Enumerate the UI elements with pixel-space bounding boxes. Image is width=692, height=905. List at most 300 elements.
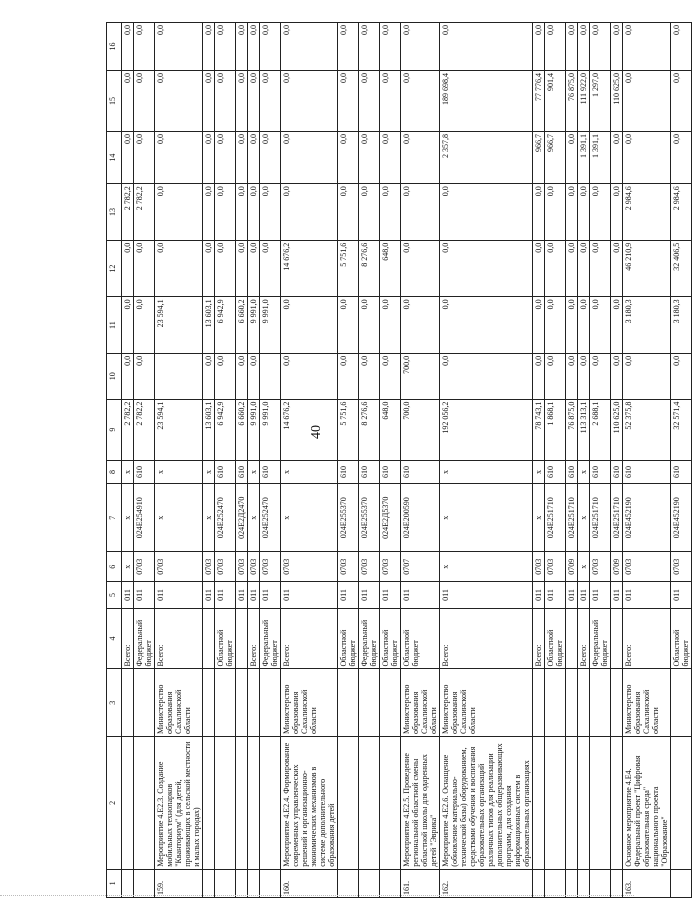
responsible-executor-cell <box>566 669 578 736</box>
measure-name-cell <box>533 736 545 869</box>
funding-source-cell: Всего: <box>623 608 671 669</box>
column-header: 6 <box>107 551 122 581</box>
year-value-cell: 0,0 <box>260 240 281 297</box>
year-value-cell: 0,0 <box>545 240 566 297</box>
row-number-cell: 161. <box>401 869 440 897</box>
section-code-cell: x <box>122 551 134 581</box>
year-value-cell: 46 210,9 <box>623 240 671 297</box>
table-row <box>545 23 566 898</box>
total-amount-cell: 6 942,9 <box>215 399 236 460</box>
column-header: 14 <box>107 131 122 183</box>
responsible-executor-cell: Министерство образования Сахалинской области <box>401 669 440 736</box>
total-amount-cell: 110 625,0 <box>611 399 623 460</box>
total-amount-cell: 6 660,2 <box>236 399 248 460</box>
measure-name-cell <box>671 736 692 869</box>
year-value-cell: 1 391,1 <box>578 131 590 183</box>
measure-name-cell: Мероприятие 4.Е2.4. Формирование современных управленческих решений и организационно-экономических механизмов в системе дополнительного образования детей <box>281 736 338 869</box>
expense-type-cell: 610 <box>590 460 611 484</box>
year-value-cell: 0,0 <box>671 23 692 71</box>
ministry-code-cell: 011 <box>590 582 611 608</box>
ministry-code-cell: 011 <box>578 582 590 608</box>
target-article-cell: 024E452190 <box>671 484 692 551</box>
year-value-cell: 0,0 <box>236 71 248 132</box>
year-value-cell: 0,0 <box>236 23 248 71</box>
table-row <box>566 23 578 898</box>
responsible-executor-cell <box>122 669 134 736</box>
year-value-cell: 3 180,3 <box>623 297 671 354</box>
year-value-cell: 0,0 <box>401 240 440 297</box>
expense-type-cell: 610 <box>359 460 380 484</box>
measure-name-cell <box>359 736 380 869</box>
section-code-cell: 0703 <box>260 551 281 581</box>
target-article-cell: 024E251710 <box>566 484 578 551</box>
year-value-cell: 0,0 <box>281 184 338 241</box>
year-value-cell: 0,0 <box>359 353 380 399</box>
column-header: 13 <box>107 184 122 241</box>
target-article-cell: 024E251710 <box>611 484 623 551</box>
target-article-cell: x <box>122 484 134 551</box>
ministry-code-cell: 011 <box>533 582 545 608</box>
year-value-cell: 6 942,9 <box>215 297 236 354</box>
year-value-cell: 0,0 <box>566 131 578 183</box>
year-value-cell: 0,0 <box>155 131 203 183</box>
measure-name-cell <box>260 736 281 869</box>
year-value-cell: 0,0 <box>380 184 401 241</box>
target-article-cell: 024E255370 <box>338 484 359 551</box>
year-value-cell: 0,0 <box>338 23 359 71</box>
year-value-cell: 0,0 <box>611 23 623 71</box>
year-value-cell: 0,0 <box>401 71 440 132</box>
responsible-executor-cell: Министерство образования Сахалинской области <box>623 669 671 736</box>
year-value-cell: 966,7 <box>545 131 566 183</box>
section-code-cell: 0703 <box>533 551 545 581</box>
year-value-cell: 5 751,6 <box>338 240 359 297</box>
funding-source-cell: Областной бюджет <box>401 608 440 669</box>
target-article-cell: x <box>155 484 203 551</box>
table-row <box>578 23 590 898</box>
year-value-cell: 0,0 <box>671 353 692 399</box>
table-row <box>401 23 440 898</box>
ministry-code-cell: 011 <box>338 582 359 608</box>
year-value-cell: 77 776,4 <box>533 71 545 132</box>
year-value-cell: 0,0 <box>236 353 248 399</box>
year-value-cell: 0,0 <box>134 240 155 297</box>
column-header: 7 <box>107 484 122 551</box>
expense-type-cell: x <box>122 460 134 484</box>
year-value-cell: 1 391,1 <box>590 131 611 183</box>
measure-name-cell <box>134 736 155 869</box>
target-article-cell: 024E2Д5370 <box>380 484 401 551</box>
funding-source-cell: Областной бюджет <box>545 608 566 669</box>
year-value-cell: 0,0 <box>440 240 533 297</box>
table-row <box>155 23 203 898</box>
row-number-cell <box>359 869 380 897</box>
funding-source-cell <box>566 608 578 669</box>
ministry-code-cell: 011 <box>623 582 671 608</box>
year-value-cell: 0,0 <box>338 297 359 354</box>
total-amount-cell: 700,0 <box>401 399 440 460</box>
funding-source-cell: Областной бюджет <box>671 608 692 669</box>
year-value-cell: 0,0 <box>155 23 203 71</box>
funding-source-cell: Федеральный бюджет <box>359 608 380 669</box>
year-value-cell: 0,0 <box>248 184 260 241</box>
year-value-cell: 0,0 <box>203 23 215 71</box>
responsible-executor-cell <box>671 669 692 736</box>
year-value-cell: 648,0 <box>380 240 401 297</box>
funding-source-cell: Федеральный бюджет <box>260 608 281 669</box>
year-value-cell: 0,0 <box>122 71 134 132</box>
row-number-cell <box>545 869 566 897</box>
funding-source-cell <box>236 608 248 669</box>
total-amount-cell: 648,0 <box>380 399 401 460</box>
year-value-cell: 0,0 <box>611 240 623 297</box>
year-value-cell: 0,0 <box>401 184 440 241</box>
year-value-cell: 0,0 <box>338 353 359 399</box>
table-row <box>248 23 260 898</box>
total-amount-cell: 32 571,4 <box>671 399 692 460</box>
year-value-cell: 76 875,0 <box>566 71 578 132</box>
funding-source-cell <box>203 608 215 669</box>
year-value-cell: 0,0 <box>533 297 545 354</box>
target-article-cell: 024E452190 <box>623 484 671 551</box>
year-value-cell: 0,0 <box>359 184 380 241</box>
year-value-cell: 0,0 <box>248 71 260 132</box>
funding-source-cell: Всего: <box>578 608 590 669</box>
year-value-cell: 0,0 <box>611 353 623 399</box>
expense-type-cell: 610 <box>401 460 440 484</box>
row-number-cell: 163. <box>623 869 671 897</box>
section-code-cell: 0703 <box>155 551 203 581</box>
expense-type-cell: x <box>203 460 215 484</box>
year-value-cell: 0,0 <box>134 23 155 71</box>
year-value-cell: 0,0 <box>248 131 260 183</box>
expense-type-cell: 610 <box>380 460 401 484</box>
year-value-cell: 0,0 <box>260 131 281 183</box>
measure-name-cell <box>236 736 248 869</box>
year-value-cell: 0,0 <box>215 71 236 132</box>
expense-type-cell: 610 <box>623 460 671 484</box>
year-value-cell: 0,0 <box>260 71 281 132</box>
row-number-cell <box>338 869 359 897</box>
expense-type-cell: x <box>440 460 533 484</box>
total-amount-cell: 2 782,2 <box>134 399 155 460</box>
year-value-cell: 0,0 <box>401 297 440 354</box>
ministry-code-cell: 011 <box>401 582 440 608</box>
table-row <box>590 23 611 898</box>
column-header: 10 <box>107 353 122 399</box>
ministry-code-cell: 011 <box>155 582 203 608</box>
ministry-code-cell: 011 <box>671 582 692 608</box>
year-value-cell: 111 922,0 <box>578 71 590 132</box>
row-number-cell <box>533 869 545 897</box>
year-value-cell: 0,0 <box>578 240 590 297</box>
total-amount-cell: 9 991,0 <box>260 399 281 460</box>
responsible-executor-cell <box>545 669 566 736</box>
year-value-cell: 0,0 <box>545 184 566 241</box>
year-value-cell: 0,0 <box>155 184 203 241</box>
scan-edge-line <box>0 895 634 896</box>
section-code-cell: 0709 <box>566 551 578 581</box>
measure-name-cell <box>590 736 611 869</box>
target-article-cell: x <box>248 484 260 551</box>
year-value-cell: 0,0 <box>338 184 359 241</box>
year-value-cell: 0,0 <box>545 297 566 354</box>
year-value-cell: 0,0 <box>281 131 338 183</box>
responsible-executor-cell <box>578 669 590 736</box>
target-article-cell: 024E252470 <box>260 484 281 551</box>
ministry-code-cell: 011 <box>545 582 566 608</box>
target-article-cell: x <box>533 484 545 551</box>
table-row <box>440 23 533 898</box>
column-header: 12 <box>107 240 122 297</box>
section-code-cell: x <box>578 551 590 581</box>
row-number-cell <box>611 869 623 897</box>
table-row <box>215 23 236 898</box>
page-number: 40 <box>309 425 324 439</box>
year-value-cell: 0,0 <box>248 23 260 71</box>
funding-source-cell: Федеральный бюджет <box>134 608 155 669</box>
year-value-cell: 0,0 <box>440 353 533 399</box>
year-value-cell: 0,0 <box>545 23 566 71</box>
section-code-cell: 0703 <box>671 551 692 581</box>
measure-name-cell <box>203 736 215 869</box>
target-article-cell: x <box>440 484 533 551</box>
expense-type-cell: 610 <box>215 460 236 484</box>
row-number-cell <box>215 869 236 897</box>
year-value-cell: 0,0 <box>623 23 671 71</box>
year-value-cell: 0,0 <box>248 240 260 297</box>
ministry-code-cell: 011 <box>260 582 281 608</box>
year-value-cell: 0,0 <box>215 240 236 297</box>
table-row <box>236 23 248 898</box>
ministry-code-cell: 011 <box>122 582 134 608</box>
section-code-cell: 0703 <box>623 551 671 581</box>
section-code-cell: 0703 <box>338 551 359 581</box>
expense-type-cell: 610 <box>566 460 578 484</box>
ministry-code-cell: 011 <box>611 582 623 608</box>
year-value-cell: 0,0 <box>203 71 215 132</box>
budget-table-container <box>106 22 690 898</box>
table-body <box>122 23 692 898</box>
target-article-cell: x <box>281 484 338 551</box>
total-amount-cell: 2 688,1 <box>590 399 611 460</box>
total-amount-cell: 5 751,6 <box>338 399 359 460</box>
responsible-executor-cell <box>590 669 611 736</box>
column-header: 3 <box>107 669 122 736</box>
year-value-cell: 0,0 <box>401 23 440 71</box>
year-value-cell: 700,0 <box>401 353 440 399</box>
target-article-cell: x <box>203 484 215 551</box>
table-row <box>122 23 134 898</box>
measure-name-cell <box>566 736 578 869</box>
year-value-cell: 0,0 <box>611 131 623 183</box>
year-value-cell: 2 357,8 <box>440 131 533 183</box>
year-value-cell: 0,0 <box>590 184 611 241</box>
expense-type-cell: x <box>578 460 590 484</box>
table-row <box>623 23 671 898</box>
year-value-cell: 0,0 <box>566 297 578 354</box>
table-row <box>134 23 155 898</box>
total-amount-cell: 78 743,1 <box>533 399 545 460</box>
measure-name-cell <box>338 736 359 869</box>
table-row <box>533 23 545 898</box>
year-value-cell: 23 594,1 <box>155 297 203 354</box>
measure-name-cell <box>545 736 566 869</box>
target-article-cell: x <box>578 484 590 551</box>
measure-name-cell: Мероприятие 4.Е2.3. Создание мобильных технопарков "Кванториум" (для детей, проживающих в сельской местности и малых городах) <box>155 736 203 869</box>
year-value-cell: 0,0 <box>440 23 533 71</box>
ministry-code-cell: 011 <box>134 582 155 608</box>
responsible-executor-cell: Министерство образования Сахалинской области <box>281 669 338 736</box>
total-amount-cell: 76 875,0 <box>566 399 578 460</box>
year-value-cell: 0,0 <box>566 353 578 399</box>
year-value-cell: 0,0 <box>122 131 134 183</box>
measure-name-cell <box>215 736 236 869</box>
table-row <box>203 23 215 898</box>
expense-type-cell: x <box>155 460 203 484</box>
responsible-executor-cell <box>533 669 545 736</box>
year-value-cell: 0,0 <box>611 184 623 241</box>
funding-source-cell: Областной бюджет <box>215 608 236 669</box>
row-number-cell <box>578 869 590 897</box>
section-code-cell: 0703 <box>281 551 338 581</box>
table-row <box>260 23 281 898</box>
year-value-cell: 2 782,2 <box>134 184 155 241</box>
row-number-cell: 162. <box>440 869 533 897</box>
ministry-code-cell: 011 <box>236 582 248 608</box>
year-value-cell: 0,0 <box>338 71 359 132</box>
row-number-cell <box>122 869 134 897</box>
measure-name-cell <box>248 736 260 869</box>
year-value-cell: 0,0 <box>260 184 281 241</box>
target-article-cell: 024E251710 <box>590 484 611 551</box>
year-value-cell: 0,0 <box>134 353 155 399</box>
row-number-cell <box>203 869 215 897</box>
year-value-cell: 2 984,6 <box>623 184 671 241</box>
year-value-cell: 0,0 <box>533 23 545 71</box>
year-value-cell: 0,0 <box>590 240 611 297</box>
row-number-cell: 160. <box>281 869 338 897</box>
year-value-cell: 0,0 <box>215 353 236 399</box>
funding-source-cell: Всего: <box>122 608 134 669</box>
measure-name-cell <box>122 736 134 869</box>
row-number-cell <box>260 869 281 897</box>
year-value-cell: 9 991,0 <box>248 297 260 354</box>
year-value-cell: 0,0 <box>590 297 611 354</box>
section-code-cell: 0703 <box>236 551 248 581</box>
year-value-cell: 0,0 <box>281 297 338 354</box>
responsible-executor-cell: Министерство образования Сахалинской области <box>440 669 533 736</box>
year-value-cell: 0,0 <box>401 131 440 183</box>
section-code-cell: 0703 <box>134 551 155 581</box>
responsible-executor-cell <box>359 669 380 736</box>
total-amount-cell: 8 276,6 <box>359 399 380 460</box>
year-value-cell: 0,0 <box>338 131 359 183</box>
measure-name-cell <box>611 736 623 869</box>
year-value-cell: 0,0 <box>203 131 215 183</box>
year-value-cell: 0,0 <box>215 23 236 71</box>
expense-type-cell: 610 <box>545 460 566 484</box>
budget-table <box>106 22 692 898</box>
measure-name-cell: Мероприятие 4.Е2.5. Проведение региональной областной смены областной школы для одаренных детей "Эврика" <box>401 736 440 869</box>
row-number-cell <box>380 869 401 897</box>
responsible-executor-cell <box>134 669 155 736</box>
row-number-cell: 159. <box>155 869 203 897</box>
year-value-cell: 0,0 <box>671 131 692 183</box>
year-value-cell: 0,0 <box>203 353 215 399</box>
expense-type-cell: 610 <box>260 460 281 484</box>
section-code-cell: 0703 <box>590 551 611 581</box>
year-value-cell: 2 984,6 <box>671 184 692 241</box>
expense-type-cell: 610 <box>236 460 248 484</box>
year-value-cell: 8 276,6 <box>359 240 380 297</box>
year-value-cell: 0,0 <box>281 71 338 132</box>
year-value-cell: 0,0 <box>566 184 578 241</box>
table-row <box>281 23 338 898</box>
year-value-cell: 0,0 <box>623 71 671 132</box>
funding-source-cell: Всего: <box>440 608 533 669</box>
year-value-cell: 0,0 <box>122 23 134 71</box>
year-value-cell: 0,0 <box>122 353 134 399</box>
year-value-cell: 0,0 <box>134 297 155 354</box>
responsible-executor-cell <box>260 669 281 736</box>
year-value-cell: 0,0 <box>281 353 338 399</box>
section-code-cell: 0703 <box>215 551 236 581</box>
responsible-executor-cell <box>215 669 236 736</box>
measure-name-cell: Мероприятие 4.Е2.6. Оснащение (обновление материально-технической базы) оборудованием, средствами обучения и воспитания образовательных организаций различных типов для реализации дополнительных общеразвивающих программ, для создания информационных систем в образовательных организациях <box>440 736 533 869</box>
expense-type-cell: 610 <box>611 460 623 484</box>
funding-source-cell: Федеральный бюджет <box>590 608 611 669</box>
total-amount-cell: 1 868,1 <box>545 399 566 460</box>
target-article-cell: 024E251710 <box>545 484 566 551</box>
funding-source-cell <box>611 608 623 669</box>
responsible-executor-cell: Министерство образования Сахалинской области <box>155 669 203 736</box>
year-value-cell: 0,0 <box>380 71 401 132</box>
year-value-cell: 14 676,2 <box>281 240 338 297</box>
expense-type-cell: x <box>281 460 338 484</box>
year-value-cell: 3 180,3 <box>671 297 692 354</box>
measure-name-cell: Основное мероприятие 4.Е4. Федеральный проект "Цифровая образовательная среда" национального проекта "Образование" <box>623 736 671 869</box>
year-value-cell: 1 297,0 <box>590 71 611 132</box>
measure-name-cell <box>578 736 590 869</box>
year-value-cell: 0,0 <box>359 71 380 132</box>
expense-type-cell: 610 <box>134 460 155 484</box>
year-value-cell: 0,0 <box>440 297 533 354</box>
table-header-row <box>107 23 122 898</box>
section-code-cell: 0703 <box>248 551 260 581</box>
column-header: 1 <box>107 869 122 897</box>
row-number-cell <box>590 869 611 897</box>
column-header: 15 <box>107 71 122 132</box>
funding-source-cell: Всего: <box>281 608 338 669</box>
ministry-code-cell: 011 <box>566 582 578 608</box>
year-value-cell: 6 660,2 <box>236 297 248 354</box>
table-row <box>380 23 401 898</box>
year-value-cell: 0,0 <box>578 297 590 354</box>
year-value-cell: 0,0 <box>590 23 611 71</box>
year-value-cell: 0,0 <box>623 131 671 183</box>
row-number-cell <box>248 869 260 897</box>
year-value-cell: 0,0 <box>623 353 671 399</box>
ministry-code-cell: 011 <box>359 582 380 608</box>
expense-type-cell: x <box>248 460 260 484</box>
row-number-cell <box>671 869 692 897</box>
column-header: 8 <box>107 460 122 484</box>
year-value-cell: 0,0 <box>203 240 215 297</box>
target-article-cell: 024E254910 <box>134 484 155 551</box>
year-value-cell: 9 991,0 <box>260 297 281 354</box>
year-value-cell: 0,0 <box>215 184 236 241</box>
